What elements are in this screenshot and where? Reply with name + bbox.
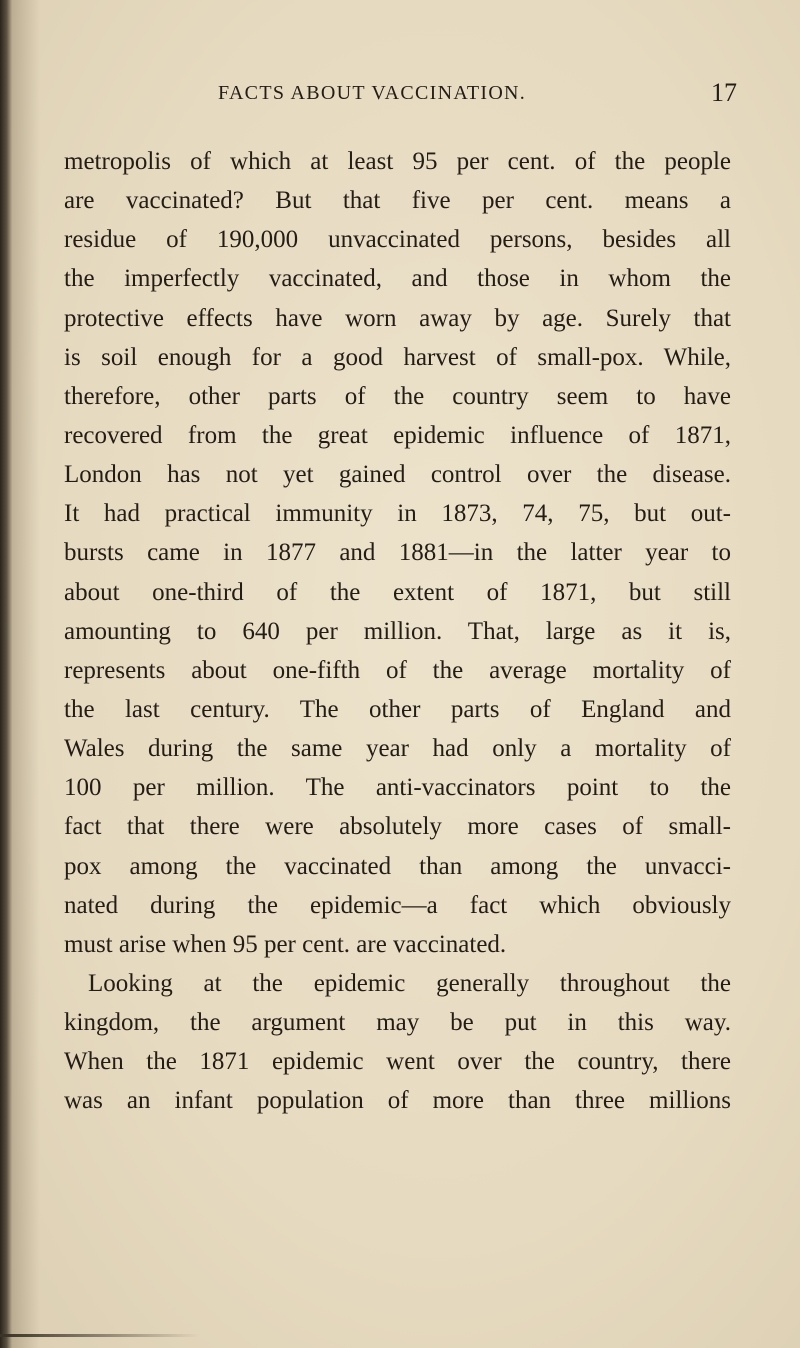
body-text: [64, 142, 731, 1121]
text-line: therefore, other parts of the country seem to have: [64, 382, 731, 410]
text-line: is soil enough for a good harvest of small-pox. While,: [64, 343, 731, 371]
text-line: residue of 190,000 unvaccinated persons, besides all: [64, 226, 731, 254]
text-line: recovered from the great epidemic influence of 1871,: [64, 421, 731, 449]
text-line: fact that there were absolutely more cases of small-: [64, 813, 731, 841]
text-line: represents about one-fifth of the average mortality of: [64, 656, 731, 684]
text-line: was an infant population of more than three millions: [64, 1087, 731, 1115]
text-line: When the 1871 epidemic went over the country, there: [64, 1048, 731, 1076]
text-line: London has not yet gained control over the disease.: [64, 461, 731, 489]
gutter-shadow: [12, 0, 40, 1348]
page-gutter: [0, 0, 12, 1348]
text-line: Wales during the same year had only a mortality of: [64, 735, 731, 763]
text-line: amounting to 640 per million. That, large as it is,: [64, 617, 731, 645]
text-line: It had practical immunity in 1873, 74, 75, but out-: [64, 500, 731, 528]
text-line: nated during the epidemic—a fact which obviously: [64, 891, 731, 919]
text-line: must arise when 95 per cent. are vaccinated.: [64, 930, 507, 958]
text-line: kingdom, the argument may be put in this way.: [64, 1009, 731, 1037]
text-line: are vaccinated? But that five per cent. means a: [64, 187, 731, 215]
page-header: [0, 78, 800, 112]
text-line: Looking at the epidemic generally throughout the: [88, 969, 731, 997]
text-line: metropolis of which at least 95 per cent. of the people: [64, 148, 731, 175]
text-line: protective effects have worn away by age. Surely that: [64, 304, 731, 332]
page-edge-mark: [0, 1334, 200, 1337]
running-head: FACTS ABOUT VACCINATION.: [218, 82, 527, 104]
page-number: 17: [711, 78, 737, 107]
text-line: pox among the vaccinated than among the unvacci-: [64, 852, 731, 880]
text-line: 100 per million. The anti-vaccinators point to the: [64, 774, 731, 802]
text-line: about one-third of the extent of 1871, but still: [64, 578, 731, 606]
text-line: the last century. The other parts of England and: [64, 695, 731, 723]
text-line: the imperfectly vaccinated, and those in whom the: [64, 265, 731, 293]
text-line: bursts came in 1877 and 1881—in the latter year to: [64, 539, 731, 567]
